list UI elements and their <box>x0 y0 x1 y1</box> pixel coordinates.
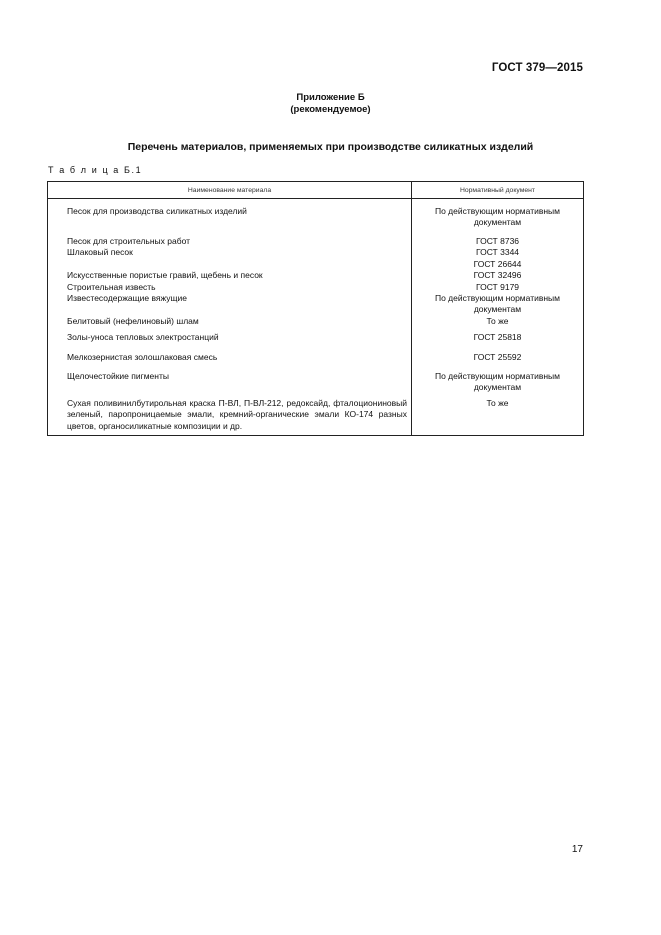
table-row <box>48 394 584 436</box>
table-header-row <box>48 182 584 199</box>
material-cell: Строительная известь <box>48 282 412 293</box>
document-cell: ГОСТ 9179 <box>412 282 584 293</box>
material-cell: Шлаковый песок <box>48 247 412 258</box>
document-cell: ГОСТ 3344 <box>412 247 584 258</box>
page-number: 17 <box>571 844 583 855</box>
table-row <box>48 282 584 293</box>
document-cell: По действующим нормативным документам <box>412 199 584 237</box>
material-cell: Сухая поливинилбутирольная краска П-ВЛ, П-ВЛ-212, редоксайд, фталоциониновый зеленый, паропроницаемые эмали, кремний-органические эмали КО-174 разных цветов, органосиликатные композиции и др. <box>48 394 412 436</box>
column-header-document: Нормативный документ <box>412 182 584 199</box>
document-cell: ГОСТ 26644 <box>412 259 584 270</box>
material-cell: Песок для строительных работ <box>48 236 412 247</box>
document-cell: То же <box>412 316 584 327</box>
material-cell <box>48 259 412 270</box>
annex-heading <box>0 92 661 116</box>
standard-designation: ГОСТ 379—2015 <box>491 62 583 74</box>
annex-label: Приложение Б <box>296 92 365 103</box>
materials-table <box>47 181 584 436</box>
material-cell: Искусственные пористые гравий, щебень и песок <box>48 270 412 281</box>
table-row <box>48 259 584 270</box>
material-cell: Песок для производства силикатных изделий <box>48 199 412 237</box>
table-row <box>48 199 584 237</box>
table-row <box>48 270 584 281</box>
material-cell: Щелочестойкие пигменты <box>48 363 412 394</box>
document-cell: ГОСТ 25592 <box>412 344 584 363</box>
document-cell: По действующим нормативным документам <box>412 293 584 316</box>
table-row <box>48 316 584 327</box>
annex-title: Перечень материалов, применяемых при производстве силикатных изделий <box>127 141 534 153</box>
table-row <box>48 247 584 258</box>
material-cell: Золы-уноса тепловых электростанций <box>48 327 412 343</box>
table-caption: Т а б л и ц а Б.1 <box>48 165 143 175</box>
document-cell: ГОСТ 25818 <box>412 327 584 343</box>
document-cell: ГОСТ 32496 <box>412 270 584 281</box>
material-cell: Белитовый (нефелиновый) шлам <box>48 316 412 327</box>
table-row <box>48 293 584 316</box>
table-row <box>48 236 584 247</box>
table-row <box>48 363 584 394</box>
table-row <box>48 327 584 343</box>
material-cell: Мелкозернистая золошлаковая смесь <box>48 344 412 363</box>
table-row <box>48 344 584 363</box>
document-cell: По действующим нормативным документам <box>412 363 584 394</box>
annex-status: (рекомендуемое) <box>290 104 371 115</box>
document-cell: То же <box>412 394 584 436</box>
material-cell: Известесодержащие вяжущие <box>48 293 412 316</box>
document-cell: ГОСТ 8736 <box>412 236 584 247</box>
column-header-material: Наименование материала <box>48 182 412 199</box>
